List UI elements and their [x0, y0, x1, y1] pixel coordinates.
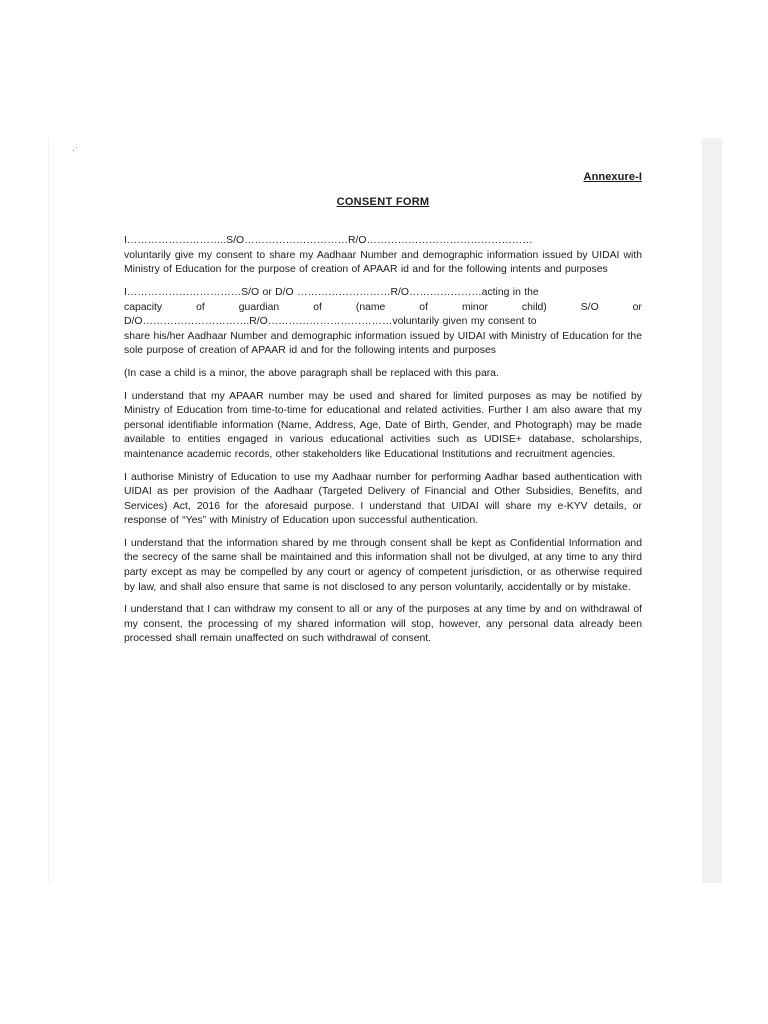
word: guardian — [238, 301, 280, 313]
word: of — [313, 301, 322, 313]
guardian-consent-text: share his/her Aadhaar Number and demographic information issued by UIDAI with Ministry of Education for the sole purpose of creation of APAAR id and for the following intents and purposes — [124, 330, 642, 357]
word: of — [196, 301, 205, 313]
word: child) — [521, 301, 547, 313]
withdrawal-paragraph: I understand that I can withdraw my consent to all or any of the purposes at any time by and on withdrawal of my consent, the processing of my shared information will stop, however, any personal data already been processed shall remain unaffected on such withdrawal of consent. — [124, 604, 642, 645]
consent-form-content — [124, 170, 642, 655]
confidentiality-paragraph: I understand that the information shared by me through consent shall be kept as Confidential Information and the secrecy of the same shall be maintained and this information shall not be divulged, at any time to any third party except as may be compelled by any court or agency of competent jurisdiction, or as otherwise required by law, and shall also ensure that same is not disclosed to any person voluntarily, accidentally or by mistake. — [124, 537, 642, 593]
word: capacity — [124, 301, 163, 313]
guardian-fill-line-2 — [124, 301, 642, 316]
consent-paragraph-guardian — [124, 286, 642, 359]
word: (name — [355, 301, 386, 313]
guardian-fill-line-1: I……………………………S/O or D/O ………………………R/O…………………acting in the — [124, 286, 539, 298]
annexure-label: Annexure-I — [583, 171, 642, 183]
scan-mark: .· — [72, 144, 78, 154]
minor-note-paragraph: (In case a child is a minor, the above paragraph shall be replaced with this para. — [124, 367, 499, 379]
authentication-paragraph: I authorise Ministry of Education to use my Aadhaar number for performing Aadhar based authentication with UIDAI as per provision of the Aadhaar (Targeted Delivery of Financial and Other Subsidies, Benefits, and Services) Act, 2016 for the aforesaid purpose. I understand that UIDAI will share my e-KYV details, or response of “Yes” with Ministry of Education upon successful authentication. — [124, 471, 642, 527]
guardian-fill-line-3: D/O………………………….R/O………………………………voluntarily given my consent to — [124, 316, 537, 328]
apaar-usage-paragraph: I understand that my APAAR number may be used and shared for limited purposes as may be notified by Ministry of Education from time-to-time for educational and related activities. Further I am also aware that my personal identifiable information (Name, Address, Age, Date of Birth, Gender, and Photograph) may be made available to entities engaged in various educational activities such as UDISE+ database, scholarships, maintenance academic records, other stakeholders like Educational Institutions and recruitment agencies. — [124, 390, 642, 460]
word: or — [632, 301, 642, 313]
page-edge-shadow — [702, 138, 722, 883]
self-consent-text: voluntarily give my consent to share my Aadhaar Number and demographic information issued by UIDAI with Ministry of Education for the purpose of creation of APAAR id and for the following intents and purposes — [124, 249, 642, 276]
word: minor — [461, 301, 488, 313]
word: S/O — [580, 301, 599, 313]
form-title: CONSENT FORM — [336, 195, 430, 208]
word: of — [419, 301, 428, 313]
consent-paragraph-self — [124, 234, 642, 278]
self-fill-line: I………………………..S/O…………………………R/O………………………………………… — [124, 235, 533, 247]
